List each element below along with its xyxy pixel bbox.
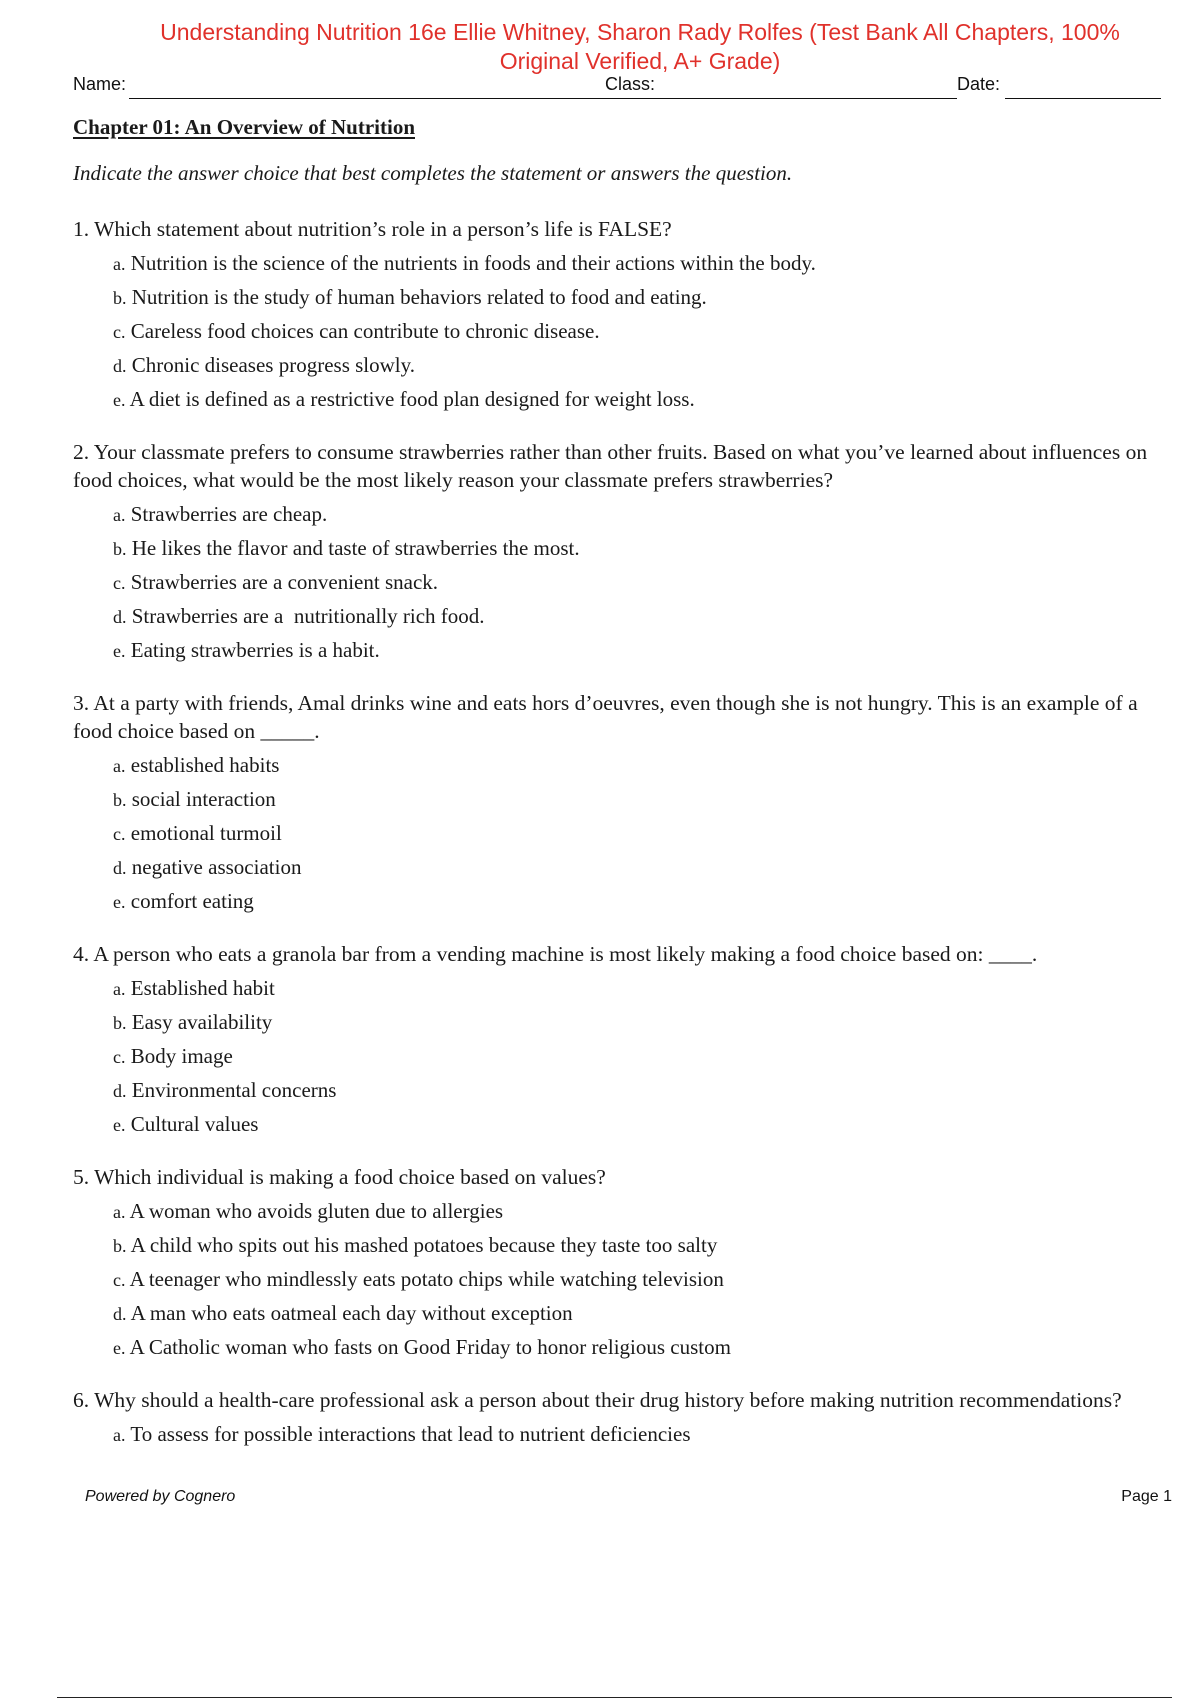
option-text: Nutrition is the study of human behaviors related to food and eating. xyxy=(131,285,707,309)
answer-option xyxy=(113,1039,1168,1073)
answer-option xyxy=(113,1073,1168,1107)
answer-options xyxy=(73,246,1168,416)
question-stem: 1. Which statement about nutrition’s role in a person’s life is FALSE? xyxy=(73,217,672,241)
option-letter: b. xyxy=(113,790,127,810)
option-letter: a. xyxy=(113,979,126,999)
question-stem: 4. A person who eats a granola bar from a vending machine is most likely making a food choice based on: ____. xyxy=(73,942,1038,966)
option-text: Environmental concerns xyxy=(131,1078,337,1102)
question-3 xyxy=(73,689,1168,918)
option-text: A diet is defined as a restrictive food plan designed for weight loss. xyxy=(129,387,695,411)
option-letter: b. xyxy=(113,539,127,559)
option-letter: d. xyxy=(113,607,127,627)
class-line xyxy=(661,98,957,99)
page-bottom-rule xyxy=(57,1697,1172,1698)
option-text: Chronic diseases progress slowly. xyxy=(131,353,416,377)
question-6 xyxy=(73,1386,1168,1451)
option-text: Careless food choices can contribute to chronic disease. xyxy=(130,319,600,343)
option-text: A child who spits out his mashed potatoes because they taste too salty xyxy=(130,1233,718,1257)
class-label: Class: xyxy=(605,74,656,94)
option-text: comfort eating xyxy=(130,889,254,913)
banner-line-2: Original Verified, A+ Grade) xyxy=(499,48,781,74)
answer-options xyxy=(73,971,1168,1141)
answer-option xyxy=(113,246,1168,280)
option-text: Strawberries are a convenient snack. xyxy=(130,570,439,594)
date-line xyxy=(1005,98,1161,99)
answer-options xyxy=(73,1417,1168,1451)
option-letter: a. xyxy=(113,505,126,525)
answer-option xyxy=(113,1296,1168,1330)
banner-line-1: Understanding Nutrition 16e Ellie Whitney, Sharon Rady Rolfes (Test Bank All Chapters, 100% xyxy=(160,19,1120,45)
instructions: Indicate the answer choice that best completes the statement or answers the question. xyxy=(73,161,793,185)
name-label: Name: xyxy=(73,74,127,94)
option-letter: b. xyxy=(113,288,127,308)
option-letter: e. xyxy=(113,641,126,661)
option-text: A man who eats oatmeal each day without exception xyxy=(130,1301,573,1325)
option-text: negative association xyxy=(131,855,302,879)
question-list xyxy=(73,215,1168,1473)
option-letter: e. xyxy=(113,892,126,912)
option-letter: d. xyxy=(113,1304,127,1324)
question-1 xyxy=(73,215,1168,416)
option-letter: e. xyxy=(113,1115,126,1135)
answer-options xyxy=(73,497,1168,667)
answer-option xyxy=(113,1194,1168,1228)
option-text: A Catholic woman who fasts on Good Friday to honor religious custom xyxy=(129,1335,731,1359)
question-5 xyxy=(73,1163,1168,1364)
answer-option xyxy=(113,348,1168,382)
answer-option xyxy=(113,1262,1168,1296)
answer-option xyxy=(113,280,1168,314)
answer-option xyxy=(113,1417,1168,1451)
option-text: Cultural values xyxy=(130,1112,259,1136)
answer-option xyxy=(113,531,1168,565)
option-text: A teenager who mindlessly eats potato chips while watching television xyxy=(129,1267,724,1291)
answer-option xyxy=(113,382,1168,416)
option-text: established habits xyxy=(130,753,280,777)
option-text: A woman who avoids gluten due to allergies xyxy=(129,1199,504,1223)
option-letter: c. xyxy=(113,824,126,844)
answer-option xyxy=(113,1005,1168,1039)
answer-option xyxy=(113,850,1168,884)
option-text: Eating strawberries is a habit. xyxy=(130,638,380,662)
option-letter: a. xyxy=(113,756,126,776)
option-letter: d. xyxy=(113,356,127,376)
answer-options xyxy=(73,1194,1168,1364)
option-letter: a. xyxy=(113,1202,126,1222)
answer-option xyxy=(113,816,1168,850)
answer-option xyxy=(113,1107,1168,1141)
header-fields xyxy=(73,72,1161,102)
question-4 xyxy=(73,940,1168,1141)
option-text: Nutrition is the science of the nutrients in foods and their actions within the body. xyxy=(130,251,816,275)
powered-by: Powered by Cognero xyxy=(85,1488,236,1505)
question-stem: 5. Which individual is making a food choice based on values? xyxy=(73,1165,606,1189)
date-label: Date: xyxy=(957,74,1001,94)
option-text: Established habit xyxy=(130,976,275,1000)
answer-option xyxy=(113,1330,1168,1364)
option-letter: e. xyxy=(113,390,126,410)
option-letter: e. xyxy=(113,1338,126,1358)
answer-option xyxy=(113,1228,1168,1262)
option-letter: a. xyxy=(113,1425,126,1445)
answer-option xyxy=(113,884,1168,918)
option-letter: d. xyxy=(113,1081,127,1101)
option-letter: c. xyxy=(113,573,126,593)
question-stem: 6. Why should a health-care professional ask a person about their drug history before making nutrition recommendations? xyxy=(73,1388,1122,1412)
question-2 xyxy=(73,438,1168,667)
option-letter: c. xyxy=(113,1047,126,1067)
answer-option xyxy=(113,599,1168,633)
answer-option xyxy=(113,565,1168,599)
option-text: He likes the flavor and taste of strawberries the most. xyxy=(131,536,580,560)
option-text: emotional turmoil xyxy=(130,821,282,845)
document-banner xyxy=(100,18,1180,76)
answer-option xyxy=(113,782,1168,816)
option-text: Body image xyxy=(130,1044,233,1068)
option-letter: a. xyxy=(113,254,126,274)
page-number: Page 1 xyxy=(1121,1488,1172,1505)
option-text: To assess for possible interactions that lead to nutrient deficiencies xyxy=(130,1422,691,1446)
option-text: Strawberries are cheap. xyxy=(130,502,328,526)
option-letter: d. xyxy=(113,858,127,878)
answer-option xyxy=(113,497,1168,531)
option-text: social interaction xyxy=(131,787,276,811)
option-letter: c. xyxy=(113,322,126,342)
chapter-title: Chapter 01: An Overview of Nutrition xyxy=(73,115,415,139)
answer-option xyxy=(113,314,1168,348)
answer-options xyxy=(73,748,1168,918)
answer-option xyxy=(113,971,1168,1005)
option-letter: c. xyxy=(113,1270,126,1290)
name-line xyxy=(129,98,669,99)
option-text: Strawberries are a nutritionally rich food. xyxy=(131,604,485,628)
answer-option xyxy=(113,748,1168,782)
question-stem: 3. At a party with friends, Amal drinks wine and eats hors d’oeuvres, even though she is not hungry. This is an example of a food choice based on _____. xyxy=(73,691,1138,743)
option-letter: b. xyxy=(113,1013,127,1033)
option-text: Easy availability xyxy=(131,1010,273,1034)
answer-option xyxy=(113,633,1168,667)
option-letter: b. xyxy=(113,1236,127,1256)
question-stem: 2. Your classmate prefers to consume strawberries rather than other fruits. Based on what you’ve learned about influences on food choices, what would be the most likely reason your classmate prefers strawberries? xyxy=(73,440,1148,492)
